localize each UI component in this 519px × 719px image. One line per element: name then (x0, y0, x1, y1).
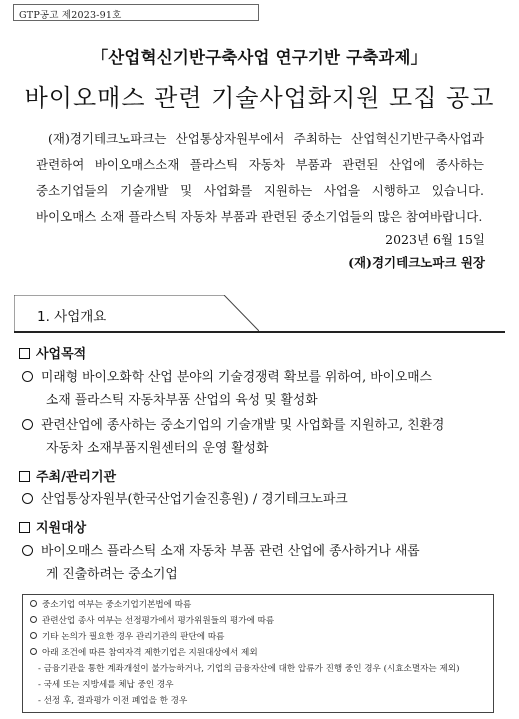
note-item: 중소기업 여부는 중소기업기본법에 따름 (30, 598, 191, 610)
issuing-organization: (재)경기테크노파크 원장 (348, 255, 485, 270)
purpose-item-2: 관련산업에 종사하는 중소기업의 기술개발 및 사업화를 지원하고, 친환경 자동차 소재부품지원센터의 운영 활성화 (22, 414, 500, 460)
section-divider (14, 331, 505, 333)
purpose-item-1: 미래형 바이오화학 산업 분야의 기술경쟁력 확보를 위하여, 바이오매스 소재 플라스틱 자동차부품 산업의 육성 및 활성화 (22, 366, 500, 412)
sub-note-item: - 국세 또는 지방세를 체납 중인 경우 (38, 680, 174, 690)
note-item: 관련산업 종사 여부는 선정평가에서 평가위원들의 평가에 따름 (30, 614, 274, 626)
target-heading: 지원대상 (19, 517, 86, 536)
main-title: 바이오매스 관련 기술사업화지원 모집 공고 (24, 84, 495, 112)
sub-note-item: - 선정 후, 결과평가 이전 폐업을 한 경우 (38, 696, 188, 706)
circle-bullet-icon (30, 600, 37, 607)
program-title: 「산업혁신기반구축사업 연구기반 구축과제」 (91, 48, 428, 67)
circle-bullet-icon (22, 371, 33, 382)
purpose-heading: 사업목적 (19, 343, 86, 362)
sub-note-item: - 금융기관을 통한 계좌개설이 불가능하거나, 기업의 금융자산에 대한 압류가 진행 중인 경우 (시효소멸자는 제외) (38, 664, 460, 674)
doc-number: GTP공고 제2023-91호 (19, 10, 122, 21)
announcement-date: 2023년 6월 15일 (385, 232, 485, 247)
circle-bullet-icon (22, 419, 33, 430)
target-item-1: 바이오매스 플라스틱 소재 자동차 부품 관련 산업에 종사하거나 새롭 게 진출하려는 중소기업 (22, 540, 500, 586)
circle-bullet-icon (30, 648, 37, 655)
host-heading: 주최/관리기관 (19, 466, 116, 485)
circle-bullet-icon (22, 545, 33, 556)
circle-bullet-icon (22, 493, 33, 504)
host-item-1: 산업통상자원부(한국산업기술진흥원) / 경기테크노파크 (22, 488, 500, 511)
note-item: 아래 조건에 따른 참여자격 제한기업은 지원대상에서 제외 (30, 646, 258, 658)
section-title: 1. 사업개요 (37, 309, 107, 325)
note-item: 기타 논의가 필요한 경우 관리기관의 판단에 따름 (30, 630, 224, 642)
circle-bullet-icon (30, 632, 37, 639)
square-bullet-icon (19, 471, 30, 482)
intro-paragraph (36, 126, 484, 230)
square-bullet-icon (19, 522, 30, 533)
square-bullet-icon (19, 348, 30, 359)
circle-bullet-icon (30, 616, 37, 623)
intro-text: (재)경기테크노파크는 산업통상자원부에서 주최하는 산업혁신기반구축사업과 관련하여 바이오매스소재 플라스틱 자동차 부품과 관련된 산업에 종사하는 중소기업들의 기술개발 및 사업화를 지원하는 사업을 시행하고 있습니다. 바이오매스 소재 플라스틱 자동차 부품과 관련된 중소기업들의 많은 참여바랍니다. (36, 131, 484, 224)
